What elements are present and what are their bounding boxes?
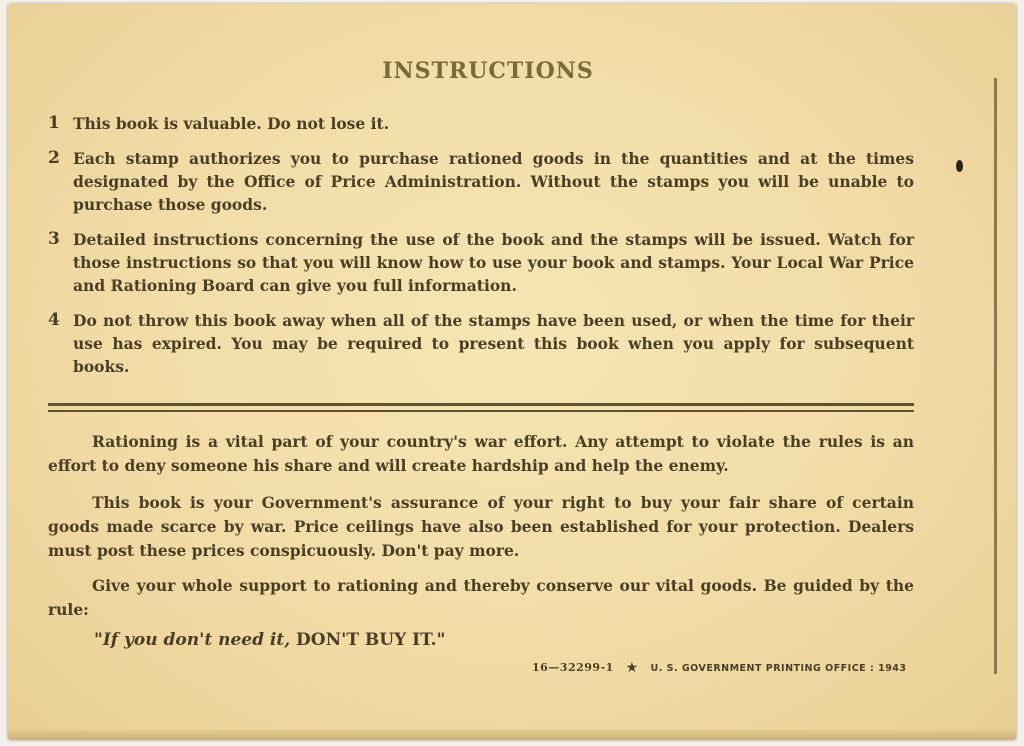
- rule-quote: [94, 630, 445, 650]
- support-paragraph: Give your whole support to rationing and thereby conserve our vital goods. Be guided by the rule:: [48, 576, 914, 619]
- rule-quote-caps: DON'T BUY IT.": [296, 630, 446, 650]
- instruction-number: 4: [48, 310, 60, 330]
- ink-mark: [956, 160, 963, 172]
- assurance-paragraph: This book is your Government's assurance of your right to buy your fair share of certain goods made scarce by war. Price ceilings have also been established for your protection. Dealers must post these prices conspicuously. Don't pay more.: [48, 493, 914, 560]
- instructions-list: [48, 112, 914, 390]
- instruction-number: 1: [48, 113, 60, 133]
- instruction-text: This book is valuable. Do not lose it.: [73, 114, 390, 133]
- instruction-number: 3: [48, 229, 60, 249]
- double-rule-divider: [48, 403, 914, 412]
- binding-edge: [994, 78, 997, 674]
- ration-book-back-cover: [8, 4, 1016, 740]
- printing-office: U. S. GOVERNMENT PRINTING OFFICE : 1943: [650, 663, 907, 674]
- instruction-number: 2: [48, 148, 60, 168]
- star-icon: ★: [625, 660, 639, 676]
- form-code: 16—32299-1: [532, 661, 614, 674]
- instruction-item: [48, 228, 914, 297]
- rule-quote-italic: "If you don't need it,: [94, 630, 291, 650]
- instruction-text: Detailed instructions concerning the use of the book and the stamps will be issued. Watch for those instructions so that you will know how to use your book and stamps. Your Local War Price and Rationing Board can give you full information.: [73, 230, 914, 295]
- page-title: INSTRUCTIONS: [382, 58, 594, 84]
- printer-imprint: [532, 660, 907, 676]
- instruction-item: [48, 309, 914, 378]
- instruction-item: [48, 112, 914, 135]
- instruction-text: Each stamp authorizes you to purchase rationed goods in the quantities and at the times designated by the Office of Price Administration. Without the stamps you will be unable to purchase those goods.: [73, 149, 914, 214]
- instruction-item: [48, 147, 914, 216]
- rationing-paragraph: Rationing is a vital part of your country's war effort. Any attempt to violate the rules is an effort to deny someone his share and will create hardship and help the enemy.: [48, 432, 914, 475]
- instruction-text: Do not throw this book away when all of the stamps have been used, or when the time for their use has expired. You may be required to present this book when you apply for subsequent books.: [73, 311, 914, 376]
